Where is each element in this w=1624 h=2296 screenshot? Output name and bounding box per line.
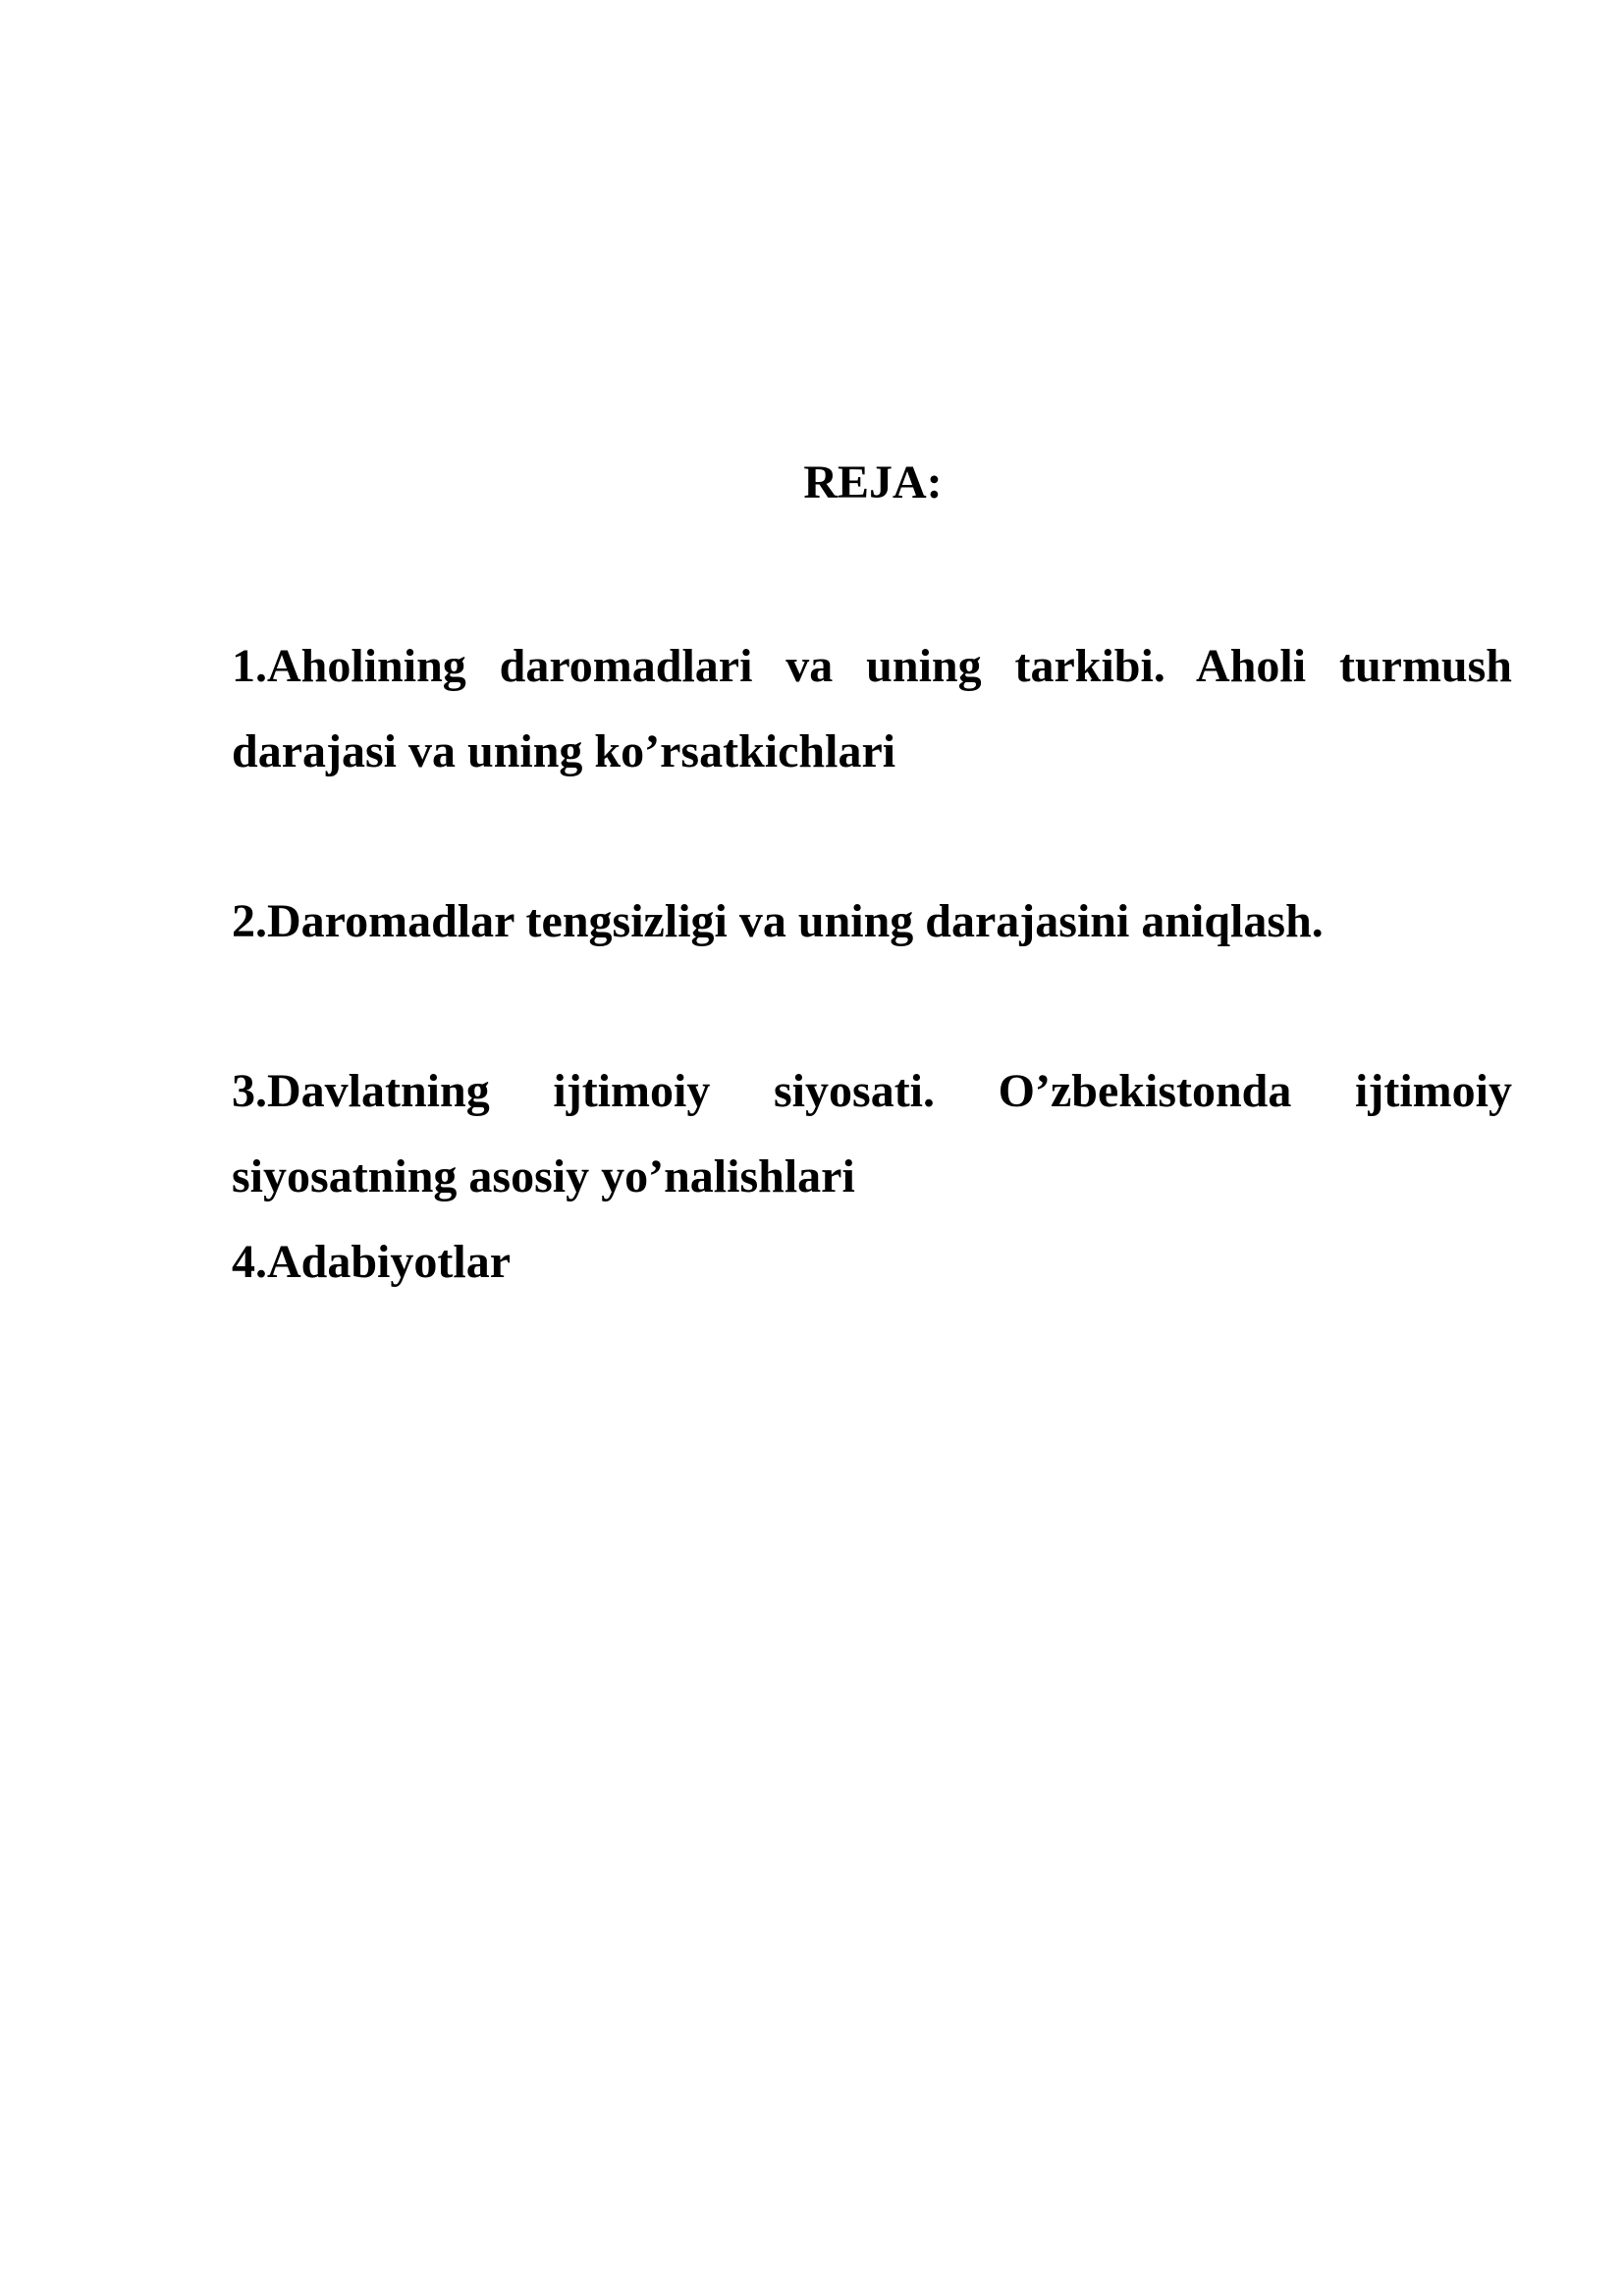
plan-item-2: 2.Daromadlar tengsizligi va uning darajasini aniqlash. [232, 895, 1324, 947]
page-title: REJA: [803, 456, 943, 508]
plan-list [232, 623, 1512, 1305]
plan-item-3: 3.Davlatning ijtimoiy siyosati. O’zbekistonda ijtimoiy siyosatning asosiy yo’nalishlari [232, 1065, 1512, 1202]
plan-item-1: 1.Aholining daromadlari va uning tarkibi. Aholi turmush darajasi va uning ko’rsatkichlari [232, 640, 1512, 777]
plan-item-4: 4.Adabiyotlar [232, 1236, 512, 1288]
